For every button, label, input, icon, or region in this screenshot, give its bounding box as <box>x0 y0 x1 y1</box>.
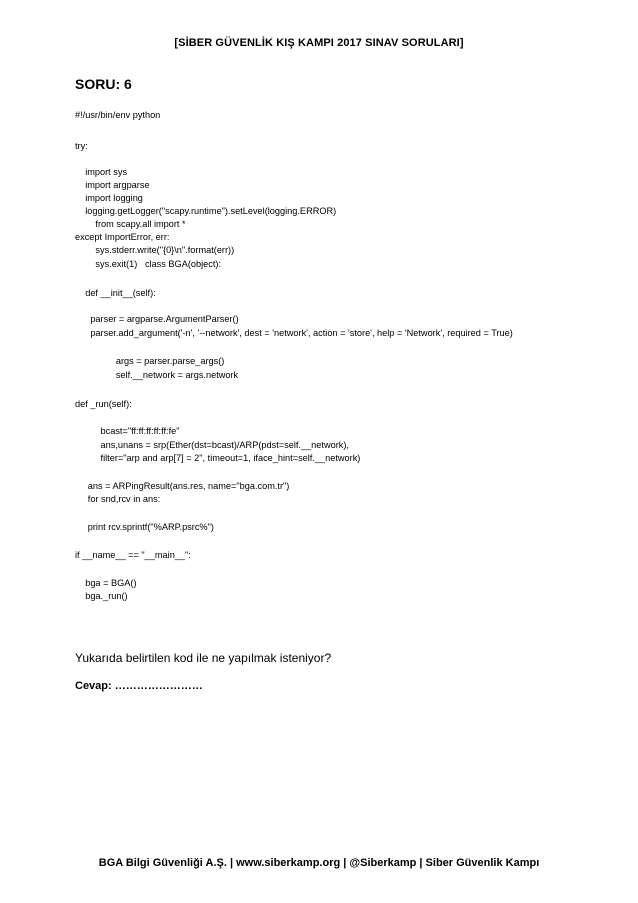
code-line: import argparse <box>75 180 150 190</box>
code-line: ans,unans = srp(Ether(dst=bcast)/ARP(pdst=self.__network), <box>75 440 349 450</box>
code-line: bcast="ff:ff:ff:ff:ff:fe" <box>75 426 180 436</box>
code-line: bga._run() <box>75 591 128 601</box>
page-footer: BGA Bilgi Güvenliği A.Ş. | www.siberkamp.org | @Siberkamp | Siber Güvenlik Kampı <box>98 857 540 869</box>
question-text: Yukarıda belirtilen kod ile ne yapılmak isteniyor? <box>75 651 332 665</box>
question-title: SORU: 6 <box>75 76 132 92</box>
code-line: ans = ARPingResult(ans.res, name="bga.com.tr") <box>75 481 290 491</box>
code-line: from scapy.all import * <box>75 219 186 229</box>
code-line: try: <box>75 141 88 151</box>
code-line: #!/usr/bin/env python <box>75 110 161 120</box>
code-line: for snd,rcv in ans: <box>75 494 161 504</box>
code-line: filter="arp and arp[7] = 2", timeout=1, iface_hint=self.__network) <box>75 453 361 463</box>
code-line: args = parser.parse_args() <box>75 356 225 366</box>
answer-line: Cevap: …………………… <box>75 680 203 692</box>
code-line: bga = BGA() <box>75 578 137 588</box>
code-line: def __init__(self): <box>75 288 156 298</box>
page-header: [SİBER GÜVENLİK KIŞ KAMPI 2017 SINAV SORULARI] <box>174 37 464 49</box>
code-line: except ImportError, err: <box>75 232 170 242</box>
code-line: if __name__ == "__main__": <box>75 550 191 560</box>
code-line: logging.getLogger("scapy.runtime").setLevel(logging.ERROR) <box>75 206 337 216</box>
code-line: print rcv.sprintf("%ARP.psrc%") <box>75 522 214 532</box>
code-line: sys.exit(1) class BGA(object): <box>75 259 222 269</box>
code-line: def _run(self): <box>75 399 132 409</box>
code-line: import logging <box>75 193 143 203</box>
code-line: parser.add_argument('-n', '--network', dest = 'network', action = 'store', help = 'Network', required = True) <box>75 328 513 338</box>
code-line: sys.stderr.write("{0}\n".format(err)) <box>75 245 235 255</box>
code-line: import sys <box>75 167 128 177</box>
code-line: parser = argparse.ArgumentParser() <box>75 314 239 324</box>
code-line: self.__network = args.network <box>75 370 239 380</box>
